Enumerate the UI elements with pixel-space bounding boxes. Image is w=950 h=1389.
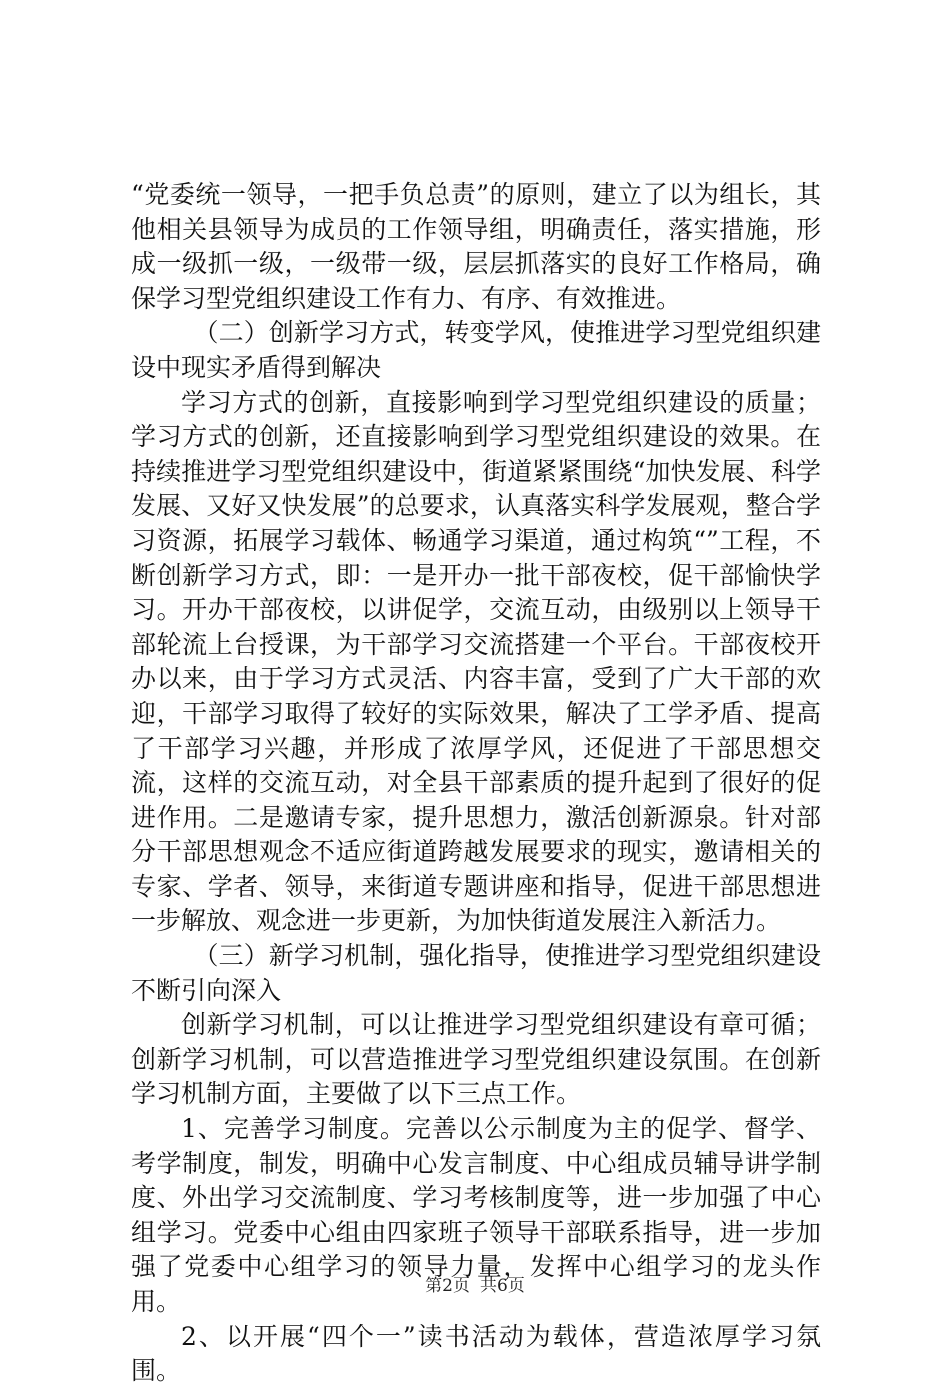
paragraph-learning-mechanism: 创新学习机制，可以让推进学习型党组织建设有章可循；创新学习机制，可以营造推进学习型党组织建设氛围。在创新学习机制方面，主要做了以下三点工作。 (131, 1010, 821, 1109)
document-body (131, 178, 821, 1389)
section-heading-3: （三）新学习机制，强化指导，使推进学习型党组织建设不断引向深入 (131, 941, 821, 1005)
paragraph-leadership-principle: “党委统一领导，一把手负总责”的原则，建立了以为组长，其他相关县领导为成员的工作领导组，明确责任，落实措施，形成一级抓一级，一级带一级，层层抓落实的良好工作格局，确保学习型党组织建设工作有力、有序、有效推进。 (131, 180, 821, 313)
section-heading-2: （二）创新学习方式，转变学风，使推进学习型党组织建设中现实矛盾得到解决 (131, 318, 821, 382)
paragraph-study-system: 1、完善学习制度。完善以公示制度为主的促学、督学、考学制度，制发，明确中心发言制度、中心组成员辅导讲学制度、外出学习交流制度、学习考核制度等，进一步加强了中心组学习。党委中心组由四家班子领导干部联系指导，进一步加强了党委中心组学习的领导力量，发挥中心组学习的龙头作用。 (131, 1114, 821, 1316)
paragraph-reading-activity: 2、以开展“四个一”读书活动为载体，营造浓厚学习氛围。 (131, 1321, 821, 1386)
total-pages: 共6页 (480, 1276, 525, 1296)
page-footer (0, 1271, 950, 1296)
paragraph-learning-methods: 学习方式的创新，直接影响到学习型党组织建设的质量；学习方式的创新，还直接影响到学习型党组织建设的效果。在持续推进学习型党组织建设中，街道紧紧围绕“加快发展、科学发展、又好又快发展”的总要求，认真落实科学发展观，整合学习资源，拓展学习载体、畅通学习渠道，通过构筑“”工程，不断创新学习方式，即：一是开办一批干部夜校，促干部愉快学习。开办干部夜校，以讲促学，交流互动，由级别以上领导干部轮流上台授课，为干部学习交流搭建一个平台。干部夜校开办以来，由于学习方式灵活、内容丰富，受到了广大干部的欢迎，干部学习取得了较好的实际效果，解决了工学矛盾、提高了干部学习兴趣，并形成了浓厚学风，还促进了干部思想交流，这样的交流互动，对全县干部素质的提升起到了很好的促进作用。二是邀请专家，提升思想力，激活创新源泉。针对部分干部思想观念不适应街道跨越发展要求的现实，邀请相关的专家、学者、领导，来街道专题讲座和指导，促进干部思想进一步解放、观念进一步更新，为加快街道发展注入新活力。 (131, 387, 821, 936)
page-number: 第2页 (425, 1276, 470, 1296)
